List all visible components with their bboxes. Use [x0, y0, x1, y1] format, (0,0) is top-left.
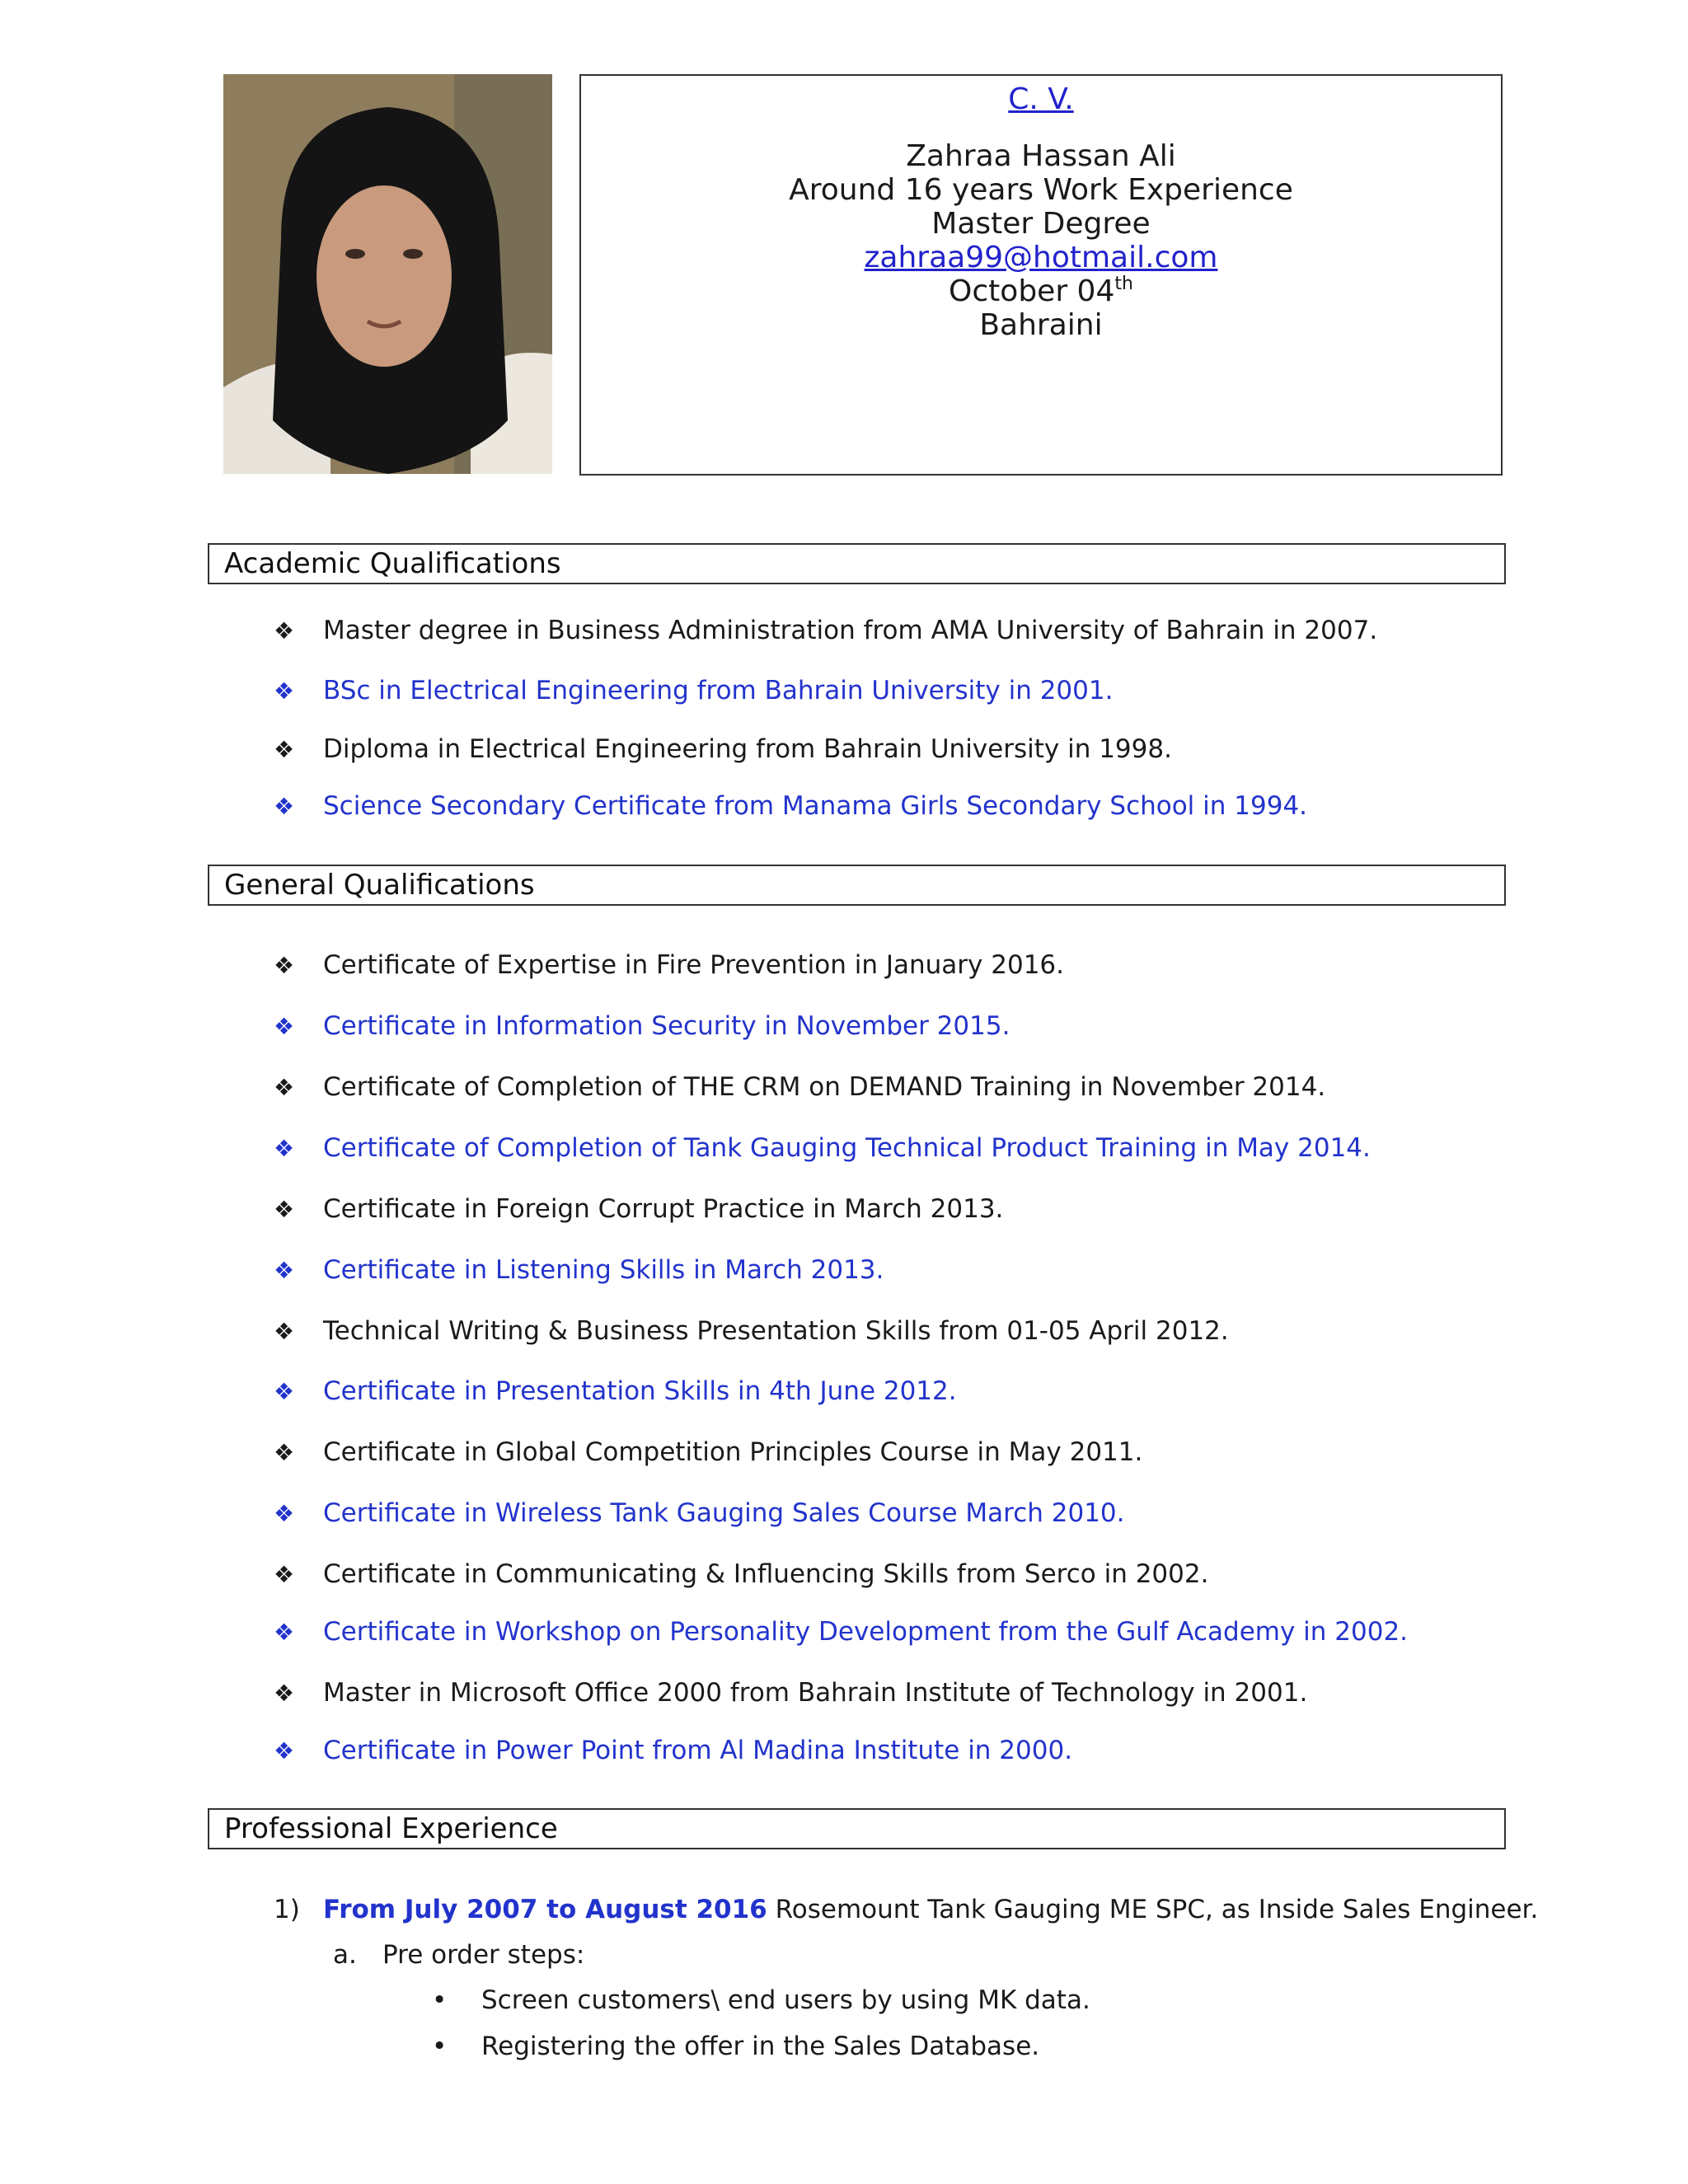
section-professional-experience: Professional Experience	[208, 1808, 1506, 1849]
general-item	[274, 1558, 1208, 1591]
general-item-text: Certificate of Expertise in Fire Prevention in January 2016.	[323, 950, 1064, 980]
step-text: Screen customers\ end users by using MK data.	[481, 1985, 1090, 2015]
general-item	[274, 1676, 1307, 1710]
diamond-bullet-icon: ❖	[274, 1013, 295, 1040]
diamond-bullet-icon: ❖	[274, 677, 295, 705]
diamond-bullet-icon: ❖	[274, 1561, 295, 1588]
profile-photo	[223, 74, 552, 474]
experience-summary: Around 16 years Work Experience	[789, 173, 1293, 207]
general-item-text: Certificate in Communicating & Influencing Skills from Serco in 2002.	[323, 1559, 1209, 1589]
general-item-text: Certificate in Global Competition Principles Course in May 2011.	[323, 1437, 1143, 1467]
general-item	[274, 1254, 884, 1287]
degree-summary: Master Degree	[931, 207, 1151, 241]
diamond-bullet-icon: ❖	[274, 1439, 295, 1466]
general-item-text: Certificate of Completion of THE CRM on DEMAND Training in November 2014.	[323, 1072, 1326, 1102]
academic-item-text: Science Secondary Certificate from Manama Girls Secondary School in 1994.	[323, 791, 1308, 821]
academic-item	[274, 790, 1307, 823]
diamond-bullet-icon: ❖	[274, 736, 295, 763]
general-item-text: Certificate in Foreign Corrupt Practice in March 2013.	[323, 1194, 1004, 1224]
step-bullet-icon: •	[432, 2032, 448, 2061]
diamond-bullet-icon: ❖	[274, 1378, 295, 1405]
diamond-bullet-icon: ❖	[274, 1737, 295, 1765]
general-item	[274, 1132, 1371, 1165]
cv-header-box	[579, 74, 1503, 476]
experience-step	[432, 2030, 1039, 2063]
birthday	[581, 274, 1501, 308]
academic-item	[274, 733, 1172, 766]
academic-item-text: Diploma in Electrical Engineering from Bahrain University in 1998.	[323, 734, 1172, 764]
subitem-title: Pre order steps:	[382, 1940, 585, 1970]
birthday-suffix: th	[1114, 274, 1133, 294]
general-item	[274, 1734, 1072, 1768]
birthday-text: October 04	[949, 274, 1115, 308]
diamond-bullet-icon: ❖	[274, 1619, 295, 1646]
academic-item	[274, 614, 1377, 648]
general-item-text: Certificate in Presentation Skills in 4th June 2012.	[323, 1376, 957, 1406]
general-item	[274, 949, 1064, 982]
diamond-bullet-icon: ❖	[274, 952, 295, 979]
email-link[interactable]: zahraa99@hotmail.com	[864, 241, 1218, 274]
general-item-text: Certificate in Listening Skills in March 2013.	[323, 1255, 884, 1285]
diamond-bullet-icon: ❖	[274, 1318, 295, 1345]
general-item	[274, 1615, 1408, 1649]
experience-number: 1)	[274, 1895, 300, 1924]
general-item-text: Certificate in Wireless Tank Gauging Sales Course March 2010.	[323, 1498, 1125, 1528]
cv-title[interactable]: C. V.	[1008, 82, 1074, 116]
step-text: Registering the offer in the Sales Database.	[481, 2032, 1040, 2061]
diamond-bullet-icon: ❖	[274, 1074, 295, 1101]
section-academic-qualifications: Academic Qualifications	[208, 543, 1506, 584]
general-item	[274, 1375, 957, 1408]
general-item-text: Master in Microsoft Office 2000 from Bahrain Institute of Technology in 2001.	[323, 1678, 1308, 1708]
academic-item-text: Master degree in Business Administration from AMA University of Bahrain in 2007.	[323, 616, 1378, 645]
diamond-bullet-icon: ❖	[274, 617, 295, 644]
general-item-text: Certificate in Power Point from Al Madina Institute in 2000.	[323, 1736, 1073, 1765]
diamond-bullet-icon: ❖	[274, 1500, 295, 1527]
general-item	[274, 1315, 1229, 1348]
full-name: Zahraa Hassan Ali	[906, 139, 1176, 173]
academic-item-text: BSc in Electrical Engineering from Bahrain University in 2001.	[323, 676, 1114, 705]
diamond-bullet-icon: ❖	[274, 1196, 295, 1223]
general-item	[274, 1010, 1010, 1043]
section-general-qualifications: General Qualifications	[208, 865, 1506, 906]
general-item-text: Certificate of Completion of Tank Gauging Technical Product Training in May 2014.	[323, 1133, 1371, 1163]
general-item-text: Certificate in Information Security in November 2015.	[323, 1011, 1010, 1041]
experience-role: Rosemount Tank Gauging ME SPC, as Inside Sales Engineer.	[767, 1895, 1539, 1924]
general-item	[274, 1193, 1003, 1226]
general-item-text: Certificate in Workshop on Personality Development from the Gulf Academy in 2002.	[323, 1617, 1409, 1647]
diamond-bullet-icon: ❖	[274, 1135, 295, 1162]
step-bullet-icon: •	[432, 1985, 448, 2015]
subitem-letter: a.	[333, 1940, 357, 1970]
experience-entry	[274, 1893, 1538, 1926]
diamond-bullet-icon: ❖	[274, 1680, 295, 1707]
diamond-bullet-icon: ❖	[274, 1257, 295, 1284]
general-item	[274, 1436, 1142, 1469]
general-item	[274, 1071, 1325, 1104]
experience-date-range: From July 2007 to August 2016	[323, 1895, 767, 1924]
nationality: Bahraini	[979, 308, 1103, 342]
diamond-bullet-icon: ❖	[274, 793, 295, 820]
experience-step	[432, 1984, 1090, 2017]
general-item-text: Technical Writing & Business Presentation Skills from 01-05 April 2012.	[323, 1316, 1229, 1346]
academic-item	[274, 674, 1113, 708]
general-item	[274, 1497, 1125, 1530]
experience-subitem	[333, 1938, 584, 1971]
